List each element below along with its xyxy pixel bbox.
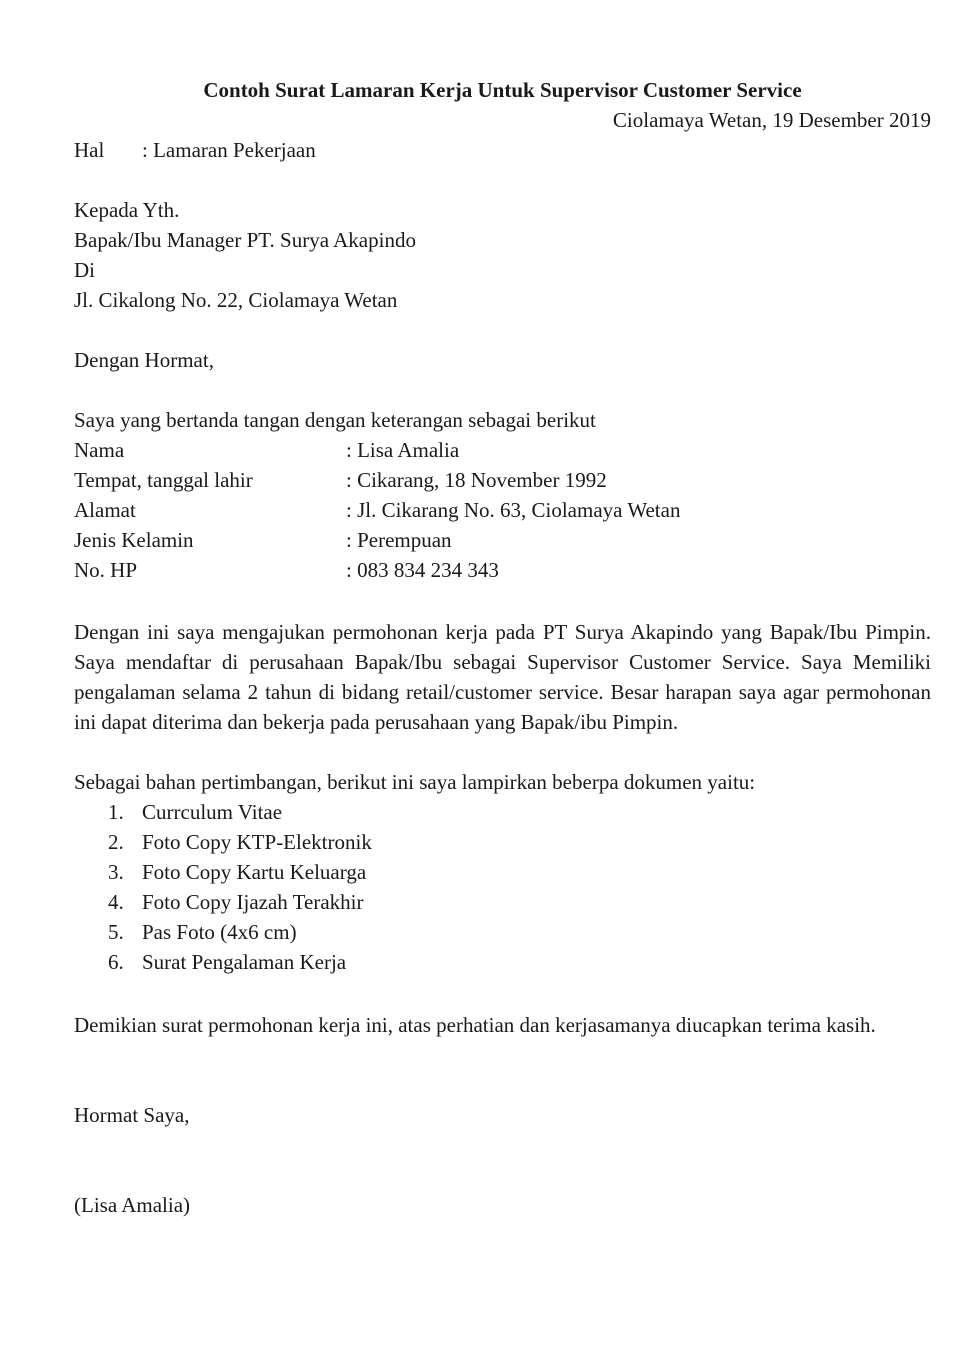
list-text: Foto Copy KTP-Elektronik — [142, 830, 372, 854]
body-paragraph: Dengan ini saya mengajukan permohonan kerja pada PT Surya Akapindo yang Bapak/Ibu Pimpin. Saya mendaftar di perusahaan Bapak/Ibu sebagai Supervisor Customer Service. Saya Memiliki pengalaman selama 2 tahun di bidang retail/customer service. Besar harapan saya agar permohonan ini dapat diterima dan bekerja pada perusahaan yang Bapak/ibu Pimpin. — [74, 620, 931, 734]
subject-label: Hal — [74, 138, 105, 162]
attachments-list — [74, 797, 931, 977]
detail-label: No. HP — [74, 558, 138, 582]
list-number: 2. — [108, 830, 124, 854]
detail-value: : Jl. Cikarang No. 63, Ciolamaya Wetan — [346, 498, 681, 522]
detail-value: : 083 834 234 343 — [346, 558, 499, 582]
detail-value: : Lisa Amalia — [346, 438, 460, 462]
letter-title: Contoh Surat Lamaran Kerja Untuk Supervisor Customer Service — [203, 78, 802, 102]
list-text: Foto Copy Ijazah Terakhir — [142, 890, 364, 914]
list-item — [74, 917, 931, 947]
detail-value: : Perempuan — [346, 528, 452, 552]
list-number: 6. — [108, 950, 124, 974]
detail-row — [74, 435, 931, 465]
signature-name: (Lisa Amalia) — [74, 1193, 191, 1217]
list-number: 1. — [108, 800, 124, 824]
list-item — [74, 887, 931, 917]
subject-value: : Lamaran Pekerjaan — [142, 138, 316, 162]
list-text: Foto Copy Kartu Keluarga — [142, 860, 367, 884]
recipient-block — [74, 195, 931, 315]
greeting: Dengan Hormat, — [74, 348, 214, 372]
subject-line — [74, 135, 316, 165]
closing-paragraph: Demikian surat permohonan kerja ini, atas perhatian dan kerjasamanya diucapkan terima kasih. — [74, 1013, 876, 1037]
list-item — [74, 827, 931, 857]
detail-label: Alamat — [74, 498, 136, 522]
attachments-intro: Sebagai bahan pertimbangan, berikut ini saya lampirkan beberpa dokumen yaitu: — [74, 770, 756, 794]
recipient-line: Di — [74, 258, 95, 282]
detail-row — [74, 465, 931, 495]
place-date: Ciolamaya Wetan, 19 Desember 2019 — [612, 108, 931, 132]
applicant-details — [74, 435, 931, 585]
recipient-line: Bapak/Ibu Manager PT. Surya Akapindo — [74, 228, 416, 252]
list-text: Pas Foto (4x6 cm) — [142, 920, 297, 944]
detail-label: Tempat, tanggal lahir — [74, 468, 253, 492]
detail-row — [74, 525, 931, 555]
detail-label: Jenis Kelamin — [74, 528, 194, 552]
detail-row — [74, 495, 931, 525]
list-item — [74, 947, 931, 977]
detail-label: Nama — [74, 438, 125, 462]
list-number: 3. — [108, 860, 124, 884]
list-item — [74, 857, 931, 887]
list-text: Surat Pengalaman Kerja — [142, 950, 347, 974]
list-number: 5. — [108, 920, 124, 944]
list-text: Currculum Vitae — [142, 800, 283, 824]
intro-line: Saya yang bertanda tangan dengan keterangan sebagai berikut — [74, 408, 596, 432]
list-number: 4. — [108, 890, 124, 914]
recipient-line: Kepada Yth. — [74, 198, 180, 222]
detail-row — [74, 555, 931, 585]
recipient-line: Jl. Cikalong No. 22, Ciolamaya Wetan — [74, 288, 398, 312]
list-item — [74, 797, 931, 827]
closing-salutation: Hormat Saya, — [74, 1103, 190, 1127]
detail-value: : Cikarang, 18 November 1992 — [346, 468, 607, 492]
